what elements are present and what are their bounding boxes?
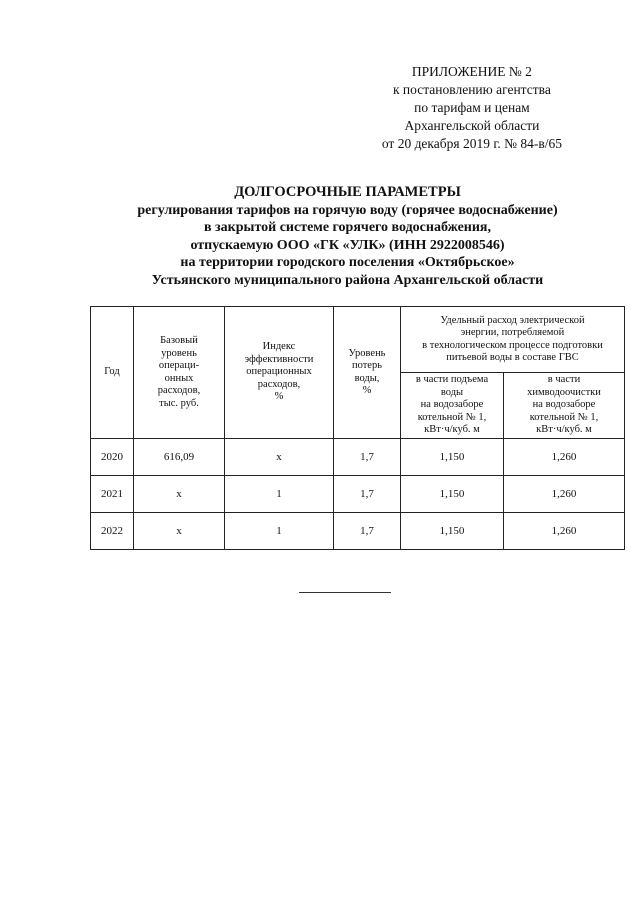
cell-loss: 1,7 [334,439,401,476]
cell-chem: 1,260 [504,513,625,550]
table-header-row [91,307,625,373]
title-heading: ДОЛГОСРОЧНЫЕ ПАРАМЕТРЫ [234,184,461,200]
title-line: в закрытой системе горячего водоснабжения, [203,220,491,235]
appendix-date: от 20 декабря 2019 г. № 84-в/65 [381,136,562,151]
header-energy-chem: в части химводоочистки на водозаборе котельной № 1, кВт·ч/куб. м [504,373,625,439]
cell-index: x [225,439,334,476]
cell-index: 1 [225,513,334,550]
table-row [91,476,625,513]
cell-loss: 1,7 [334,513,401,550]
cell-index: 1 [225,476,334,513]
parameters-table [90,306,625,550]
cell-chem: 1,260 [504,439,625,476]
header-base-opex: Базовый уровень операци- онных расходов, тыс. руб. [134,307,225,439]
cell-base: x [134,513,225,550]
header-year: Год [91,307,134,439]
header-efficiency-index: Индекс эффективности операционных расходов, % [225,307,334,439]
appendix-header [382,63,562,153]
end-divider [299,592,391,593]
title-line: регулирования тарифов на горячую воду (горячее водоснабжение) [137,202,558,218]
header-water-loss: Уровень потерь воды, % [334,307,401,439]
cell-year: 2022 [91,513,134,550]
title-line: на территории городского поселения «Октябрьское» [180,255,515,270]
cell-loss: 1,7 [334,476,401,513]
appendix-ref-line: Архангельской области [404,118,540,133]
cell-lift: 1,150 [401,513,504,550]
appendix-ref-line: по тарифам и ценам [414,100,530,115]
cell-base: x [134,476,225,513]
appendix-number: ПРИЛОЖЕНИЕ № 2 [411,64,532,79]
table-row [91,513,625,550]
cell-chem: 1,260 [504,476,625,513]
cell-year: 2021 [91,476,134,513]
appendix-ref-line: к постановлению агентства [393,82,551,97]
title-line: отпускаемую ООО «ГК «УЛК» (ИНН 2922008546) [190,237,505,253]
cell-lift: 1,150 [401,439,504,476]
cell-lift: 1,150 [401,476,504,513]
header-energy-lift: в части подъема воды на водозаборе котельной № 1, кВт·ч/куб. м [401,373,504,439]
table-row [91,439,625,476]
header-energy: Удельный расход электрической энергии, потребляемой в технологическом процессе подготовки питьевой воды в составе ГВС [401,307,625,373]
cell-year: 2020 [91,439,134,476]
title-line: Устьянского муниципального района Архангельской области [151,272,544,288]
cell-base: 616,09 [134,439,225,476]
document-title [60,184,635,289]
